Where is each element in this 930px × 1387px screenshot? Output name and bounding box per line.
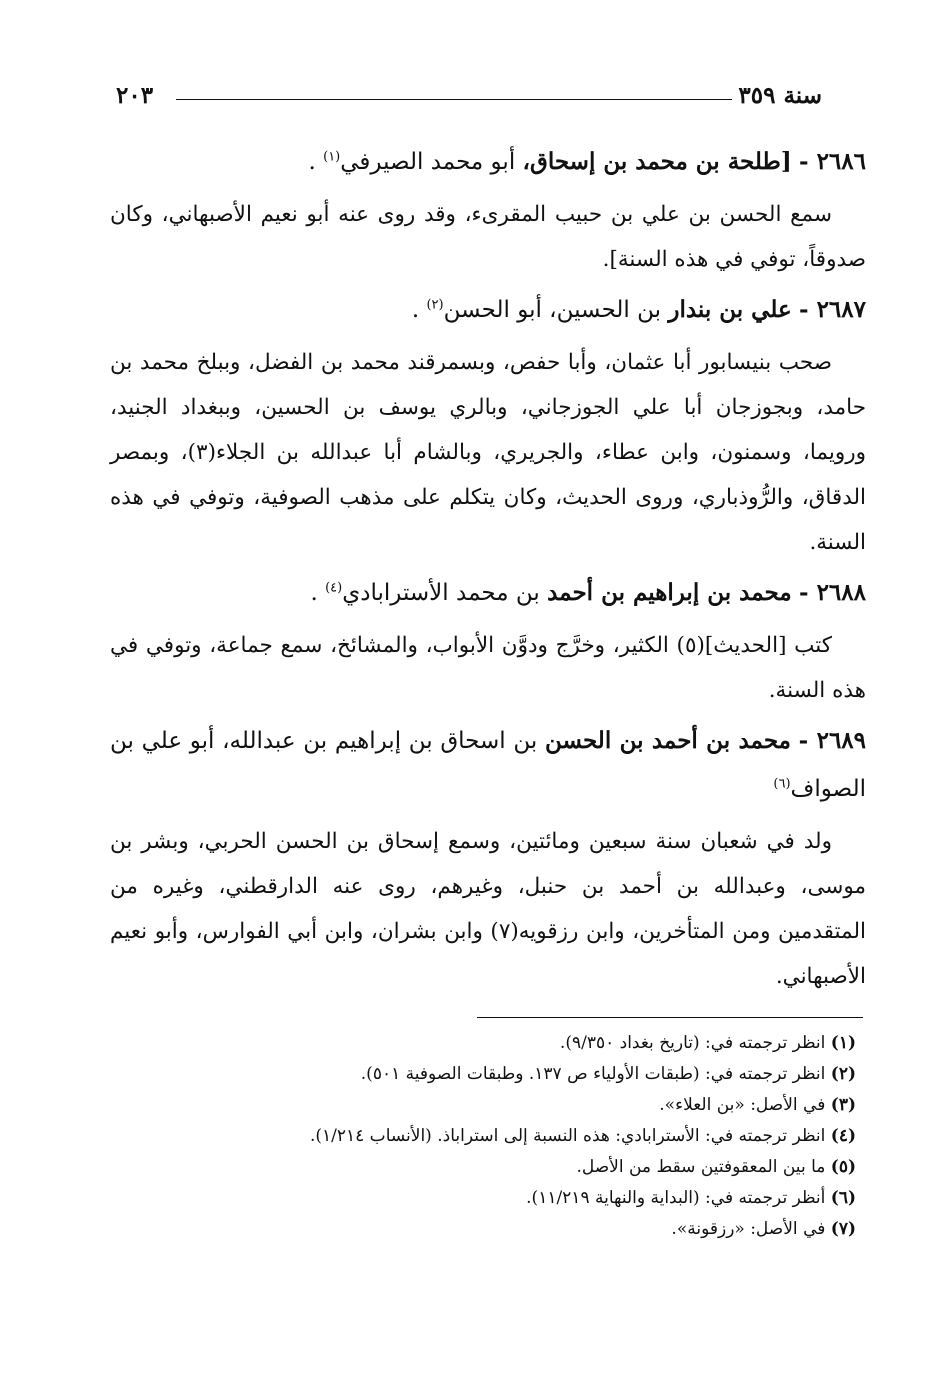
entry-name-rest: بن الحسين، أبو الحسن xyxy=(443,297,669,323)
footnote xyxy=(200,1152,856,1183)
footnotes xyxy=(200,1028,856,1245)
entry-name: محمد بن أحمد بن الحسن xyxy=(544,727,791,754)
footnote xyxy=(200,1214,856,1245)
footnote-separator xyxy=(477,1017,863,1018)
biography-entry xyxy=(110,717,866,999)
entry-title xyxy=(110,717,866,813)
footnote-text: في الأصل: «رزقونة». xyxy=(671,1219,831,1239)
entry-title-end: . xyxy=(411,297,420,323)
footnote-text: ما بين المعقوفتين سقط من الأصل. xyxy=(576,1157,831,1177)
footnote-number: (١) xyxy=(830,1033,856,1053)
entry-name: [طلحة بن محمد بن إسحاق، xyxy=(522,148,792,175)
page-number: ٢٠٣ xyxy=(116,82,154,109)
entry-title xyxy=(110,286,866,334)
entry-number: ٢٦٨٧ - xyxy=(799,296,866,323)
entry-title xyxy=(110,569,866,617)
entry-name-rest: بن محمد الأسترابادي xyxy=(342,580,548,606)
biography-entry xyxy=(110,286,866,565)
entry-body: ولد في شعبان سنة سبعين ومائتين، وسمع إسحاق بن الحسن الحربي، وبشر بن موسى، وعبدالله بن أحمد بن حنبل، وغيرهم، روى عنه الدارقطني، وغيره من المتقدمين ومن المتأخرين، وابن رزقويه(٧) وابن بشران، وابن أبي الفوارس، وأبو نعيم الأصبهاني. xyxy=(110,829,866,989)
footnote-number: (٥) xyxy=(830,1157,856,1177)
footnote-number: (٧) xyxy=(830,1219,856,1239)
footnote xyxy=(200,1183,856,1214)
running-header xyxy=(116,74,822,114)
footnote xyxy=(200,1121,856,1152)
header-rule xyxy=(176,99,732,100)
entry-name-rest: بن اسحاق بن إبراهيم بن عبدالله، أبو علي بن الصواف xyxy=(110,728,866,802)
footnote-number: (٣) xyxy=(830,1095,856,1115)
footnote-number: (٤) xyxy=(830,1126,856,1146)
entry-body: صحب بنيسابور أبا عثمان، وأبا حفص، وبسمرقند محمد بن الفضل، وببلخ محمد بن حامد، وبجوزجان أبا علي الجوزجاني، وبالري يوسف بن الحسين، وببغداد الجنيد، ورويما، وسمنون، وابن عطاء، والجريري، وبالشام أبا عبدالله بن الجلاء(٣)، وبمصر الدقاق، والرُّوذباري، وروى الحديث، وكان يتكلم على مذهب الصوفية، وتوفي في هذه السنة. xyxy=(110,350,866,555)
entry-body: سمع الحسن بن علي بن حبيب المقرىء، وقد روى عنه أبو نعيم الأصبهاني، وكان صدوقاً، توفي في هذه السنة]. xyxy=(110,202,866,272)
footnote-text: أنظر ترجمته في: (البداية والنهاية ١١/٢١٩). xyxy=(526,1188,831,1208)
entry-number: ٢٦٨٦ - xyxy=(799,148,866,175)
footnote-reference: (٤) xyxy=(325,580,343,596)
footnote xyxy=(200,1028,856,1059)
entry-name-rest: أبو محمد الصيرفي xyxy=(340,149,523,175)
entry-number: ٢٦٨٨ - xyxy=(799,579,866,606)
entry-body: كتب [الحديث](٥) الكثير، وخرَّج ودوَّن الأبواب، والمشائخ، سمع جماعة، وتوفي في هذه السنة. xyxy=(110,633,866,703)
footnote xyxy=(200,1090,856,1121)
entry-title xyxy=(110,138,866,186)
entry-title-end: . xyxy=(308,149,316,175)
header-year: سنة ٣٥٩ xyxy=(738,82,822,109)
biography-entry xyxy=(110,138,866,282)
footnote-text: انظر ترجمته في: الأسترابادي: هذه النسبة إلى استراباذ. (الأنساب ١/٢١٤). xyxy=(309,1126,831,1146)
biography-entry xyxy=(110,569,866,713)
main-text xyxy=(110,138,866,1003)
footnote-reference: (٢) xyxy=(426,297,444,313)
entry-number: ٢٦٨٩ - xyxy=(798,727,867,754)
entry-name: علي بن بندار xyxy=(668,296,792,323)
footnote-reference: (١) xyxy=(323,149,341,165)
footnote-text: انظر ترجمته في: (تاريخ بغداد ٩/٣٥٠). xyxy=(559,1033,831,1053)
entry-name: محمد بن إبراهيم بن أحمد xyxy=(547,579,792,606)
entry-title-end: . xyxy=(310,580,318,606)
footnote-reference: (٦) xyxy=(773,776,791,792)
footnote-text: في الأصل: «بن العلاء». xyxy=(659,1095,831,1115)
footnote-number: (٢) xyxy=(830,1064,856,1084)
footnote-text: انظر ترجمته في: (طبقات الأولياء ص ١٣٧. وطبقات الصوفية ٥٠١). xyxy=(360,1064,831,1084)
footnote-number: (٦) xyxy=(830,1188,856,1208)
footnote xyxy=(200,1059,856,1090)
